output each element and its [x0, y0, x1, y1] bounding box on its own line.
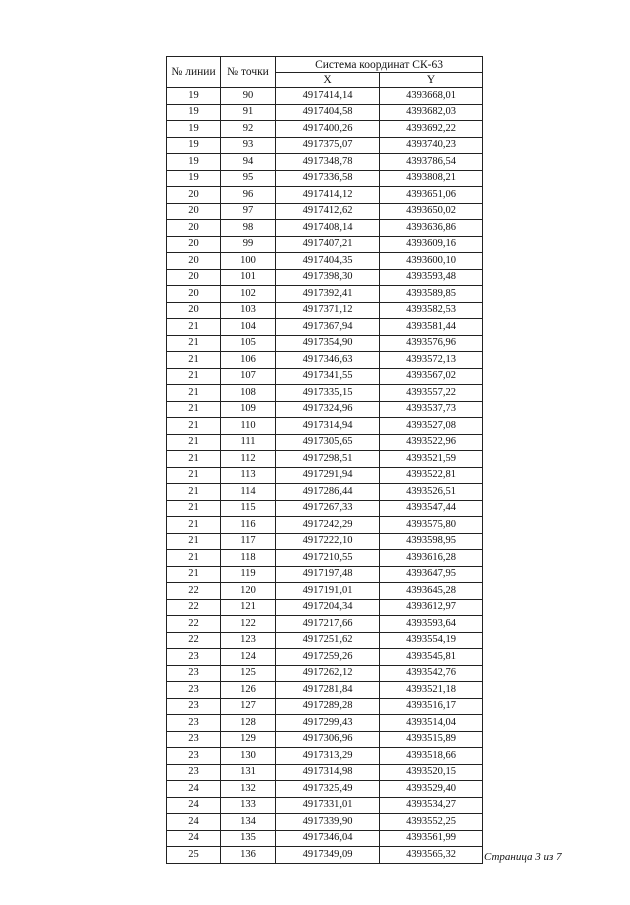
point-number-cell: 114 — [221, 484, 276, 501]
point-number-cell: 110 — [221, 418, 276, 435]
table-row — [167, 467, 483, 484]
y-coordinate-cell: 4393520,15 — [380, 764, 483, 781]
x-coordinate-cell: 4917251,62 — [276, 632, 380, 649]
point-number-cell: 102 — [221, 286, 276, 303]
line-number-cell: 21 — [167, 467, 221, 484]
x-coordinate-cell: 4917349,09 — [276, 847, 380, 864]
y-coordinate-cell: 4393554,19 — [380, 632, 483, 649]
y-coordinate-cell: 4393522,81 — [380, 467, 483, 484]
x-coordinate-cell: 4917354,90 — [276, 335, 380, 352]
x-coordinate-cell: 4917313,29 — [276, 748, 380, 765]
point-number-cell: 133 — [221, 797, 276, 814]
x-coordinate-cell: 4917291,94 — [276, 467, 380, 484]
point-number-cell: 109 — [221, 401, 276, 418]
x-coordinate-cell: 4917222,10 — [276, 533, 380, 550]
line-number-cell: 19 — [167, 170, 221, 187]
x-coordinate-cell: 4917346,63 — [276, 352, 380, 369]
table-row — [167, 682, 483, 699]
y-coordinate-cell: 4393572,13 — [380, 352, 483, 369]
x-coordinate-cell: 4917404,58 — [276, 104, 380, 121]
table-row — [167, 286, 483, 303]
point-number-cell: 121 — [221, 599, 276, 616]
y-coordinate-cell: 4393522,96 — [380, 434, 483, 451]
table-row — [167, 814, 483, 831]
table-row — [167, 764, 483, 781]
y-coordinate-cell: 4393516,17 — [380, 698, 483, 715]
table-row — [167, 533, 483, 550]
table-row — [167, 550, 483, 567]
y-coordinate-cell: 4393534,27 — [380, 797, 483, 814]
line-number-cell: 21 — [167, 368, 221, 385]
y-coordinate-cell: 4393598,95 — [380, 533, 483, 550]
y-coordinate-cell: 4393647,95 — [380, 566, 483, 583]
line-number-cell: 21 — [167, 500, 221, 517]
y-coordinate-cell: 4393576,96 — [380, 335, 483, 352]
point-number-cell: 90 — [221, 88, 276, 105]
y-coordinate-cell: 4393600,10 — [380, 253, 483, 270]
y-coordinate-cell: 4393589,85 — [380, 286, 483, 303]
table-row — [167, 731, 483, 748]
line-number-cell: 21 — [167, 550, 221, 567]
line-number-cell: 20 — [167, 302, 221, 319]
table-row — [167, 665, 483, 682]
y-coordinate-cell: 4393645,28 — [380, 583, 483, 600]
y-coordinate-cell: 4393545,81 — [380, 649, 483, 666]
table-row — [167, 137, 483, 154]
line-number-cell: 22 — [167, 616, 221, 633]
line-number-cell: 23 — [167, 764, 221, 781]
x-coordinate-cell: 4917314,94 — [276, 418, 380, 435]
y-coordinate-cell: 4393581,44 — [380, 319, 483, 336]
point-number-cell: 105 — [221, 335, 276, 352]
table-row — [167, 368, 483, 385]
x-column-header: X — [276, 73, 380, 88]
table-row — [167, 335, 483, 352]
table-row — [167, 451, 483, 468]
table-row — [167, 500, 483, 517]
point-number-cell: 125 — [221, 665, 276, 682]
point-number-cell: 108 — [221, 385, 276, 402]
line-number-cell: 23 — [167, 748, 221, 765]
y-coordinate-cell: 4393527,08 — [380, 418, 483, 435]
table-row — [167, 484, 483, 501]
point-number-cell: 120 — [221, 583, 276, 600]
x-coordinate-cell: 4917341,55 — [276, 368, 380, 385]
y-coordinate-cell: 4393650,02 — [380, 203, 483, 220]
coordinate-system-header: Система координат СК-63 — [276, 57, 483, 73]
table-row — [167, 698, 483, 715]
y-coordinate-cell: 4393542,76 — [380, 665, 483, 682]
line-number-cell: 21 — [167, 352, 221, 369]
table-row — [167, 616, 483, 633]
point-number-cell: 101 — [221, 269, 276, 286]
table-row — [167, 187, 483, 204]
line-number-cell: 24 — [167, 781, 221, 798]
y-coordinate-cell: 4393561,99 — [380, 830, 483, 847]
table-row — [167, 418, 483, 435]
point-number-cell: 103 — [221, 302, 276, 319]
line-number-cell: 22 — [167, 599, 221, 616]
line-number-cell: 21 — [167, 335, 221, 352]
table-row — [167, 781, 483, 798]
table-row — [167, 236, 483, 253]
table-row — [167, 583, 483, 600]
y-column-header: Y — [380, 73, 483, 88]
line-number-cell: 21 — [167, 385, 221, 402]
y-coordinate-cell: 4393786,54 — [380, 154, 483, 171]
table-row — [167, 599, 483, 616]
point-number-cell: 91 — [221, 104, 276, 121]
point-number-cell: 112 — [221, 451, 276, 468]
table-row — [167, 830, 483, 847]
y-coordinate-cell: 4393515,89 — [380, 731, 483, 748]
y-coordinate-cell: 4393593,48 — [380, 269, 483, 286]
table-row — [167, 847, 483, 864]
table-row — [167, 797, 483, 814]
y-coordinate-cell: 4393593,64 — [380, 616, 483, 633]
x-coordinate-cell: 4917335,15 — [276, 385, 380, 402]
x-coordinate-cell: 4917262,12 — [276, 665, 380, 682]
line-number-header: № линии — [167, 57, 221, 88]
line-number-cell: 23 — [167, 731, 221, 748]
x-coordinate-cell: 4917412,62 — [276, 203, 380, 220]
x-coordinate-cell: 4917336,58 — [276, 170, 380, 187]
x-coordinate-cell: 4917408,14 — [276, 220, 380, 237]
line-number-cell: 23 — [167, 682, 221, 699]
line-number-cell: 19 — [167, 88, 221, 105]
y-coordinate-cell: 4393682,03 — [380, 104, 483, 121]
x-coordinate-cell: 4917331,01 — [276, 797, 380, 814]
x-coordinate-cell: 4917242,29 — [276, 517, 380, 534]
point-number-cell: 132 — [221, 781, 276, 798]
y-coordinate-cell: 4393565,32 — [380, 847, 483, 864]
point-number-cell: 119 — [221, 566, 276, 583]
table-row — [167, 649, 483, 666]
y-coordinate-cell: 4393582,53 — [380, 302, 483, 319]
y-coordinate-cell: 4393514,04 — [380, 715, 483, 732]
table-body — [167, 88, 483, 864]
point-number-cell: 99 — [221, 236, 276, 253]
x-coordinate-cell: 4917299,43 — [276, 715, 380, 732]
y-coordinate-cell: 4393529,40 — [380, 781, 483, 798]
x-coordinate-cell: 4917407,21 — [276, 236, 380, 253]
table-row — [167, 748, 483, 765]
table-row — [167, 401, 483, 418]
table-row — [167, 566, 483, 583]
table-row — [167, 220, 483, 237]
y-coordinate-cell: 4393609,16 — [380, 236, 483, 253]
line-number-cell: 23 — [167, 665, 221, 682]
point-number-cell: 106 — [221, 352, 276, 369]
point-number-cell: 96 — [221, 187, 276, 204]
x-coordinate-cell: 4917375,07 — [276, 137, 380, 154]
y-coordinate-cell: 4393668,01 — [380, 88, 483, 105]
table-row — [167, 385, 483, 402]
line-number-cell: 24 — [167, 830, 221, 847]
line-number-cell: 21 — [167, 533, 221, 550]
x-coordinate-cell: 4917346,04 — [276, 830, 380, 847]
y-coordinate-cell: 4393552,25 — [380, 814, 483, 831]
line-number-cell: 22 — [167, 583, 221, 600]
x-coordinate-cell: 4917286,44 — [276, 484, 380, 501]
y-coordinate-cell: 4393526,51 — [380, 484, 483, 501]
table-row — [167, 517, 483, 534]
x-coordinate-cell: 4917204,34 — [276, 599, 380, 616]
x-coordinate-cell: 4917259,26 — [276, 649, 380, 666]
line-number-cell: 24 — [167, 797, 221, 814]
y-coordinate-cell: 4393636,86 — [380, 220, 483, 237]
point-number-cell: 104 — [221, 319, 276, 336]
y-coordinate-cell: 4393651,06 — [380, 187, 483, 204]
x-coordinate-cell: 4917298,51 — [276, 451, 380, 468]
x-coordinate-cell: 4917404,35 — [276, 253, 380, 270]
line-number-cell: 19 — [167, 121, 221, 138]
table-row — [167, 253, 483, 270]
point-number-cell: 130 — [221, 748, 276, 765]
point-number-cell: 122 — [221, 616, 276, 633]
y-coordinate-cell: 4393547,44 — [380, 500, 483, 517]
x-coordinate-cell: 4917414,14 — [276, 88, 380, 105]
x-coordinate-cell: 4917339,90 — [276, 814, 380, 831]
y-coordinate-cell: 4393567,02 — [380, 368, 483, 385]
coordinates-table-container — [166, 56, 482, 864]
point-number-cell: 116 — [221, 517, 276, 534]
point-number-cell: 124 — [221, 649, 276, 666]
y-coordinate-cell: 4393612,97 — [380, 599, 483, 616]
point-number-cell: 97 — [221, 203, 276, 220]
x-coordinate-cell: 4917398,30 — [276, 269, 380, 286]
line-number-cell: 21 — [167, 451, 221, 468]
point-number-cell: 131 — [221, 764, 276, 781]
table-row — [167, 121, 483, 138]
point-number-cell: 100 — [221, 253, 276, 270]
table-row — [167, 302, 483, 319]
table-row — [167, 203, 483, 220]
point-number-cell: 134 — [221, 814, 276, 831]
line-number-cell: 20 — [167, 236, 221, 253]
x-coordinate-cell: 4917348,78 — [276, 154, 380, 171]
table-row — [167, 88, 483, 105]
y-coordinate-cell: 4393521,59 — [380, 451, 483, 468]
point-number-cell: 118 — [221, 550, 276, 567]
point-number-cell: 93 — [221, 137, 276, 154]
x-coordinate-cell: 4917289,28 — [276, 698, 380, 715]
x-coordinate-cell: 4917400,26 — [276, 121, 380, 138]
point-number-cell: 128 — [221, 715, 276, 732]
line-number-cell: 23 — [167, 715, 221, 732]
line-number-cell: 20 — [167, 220, 221, 237]
x-coordinate-cell: 4917306,96 — [276, 731, 380, 748]
point-number-cell: 126 — [221, 682, 276, 699]
line-number-cell: 24 — [167, 814, 221, 831]
line-number-cell: 22 — [167, 632, 221, 649]
table-row — [167, 352, 483, 369]
y-coordinate-cell: 4393521,18 — [380, 682, 483, 699]
point-number-cell: 123 — [221, 632, 276, 649]
x-coordinate-cell: 4917197,48 — [276, 566, 380, 583]
x-coordinate-cell: 4917392,41 — [276, 286, 380, 303]
point-number-cell: 115 — [221, 500, 276, 517]
x-coordinate-cell: 4917325,49 — [276, 781, 380, 798]
y-coordinate-cell: 4393557,22 — [380, 385, 483, 402]
table-row — [167, 632, 483, 649]
line-number-cell: 21 — [167, 434, 221, 451]
line-number-cell: 21 — [167, 517, 221, 534]
line-number-cell: 20 — [167, 253, 221, 270]
x-coordinate-cell: 4917371,12 — [276, 302, 380, 319]
line-number-cell: 19 — [167, 154, 221, 171]
line-number-cell: 19 — [167, 137, 221, 154]
table-row — [167, 154, 483, 171]
y-coordinate-cell: 4393692,22 — [380, 121, 483, 138]
point-number-cell: 98 — [221, 220, 276, 237]
point-number-cell: 129 — [221, 731, 276, 748]
y-coordinate-cell: 4393537,73 — [380, 401, 483, 418]
x-coordinate-cell: 4917305,65 — [276, 434, 380, 451]
x-coordinate-cell: 4917367,94 — [276, 319, 380, 336]
y-coordinate-cell: 4393575,80 — [380, 517, 483, 534]
line-number-cell: 20 — [167, 203, 221, 220]
table-row — [167, 319, 483, 336]
point-number-cell: 136 — [221, 847, 276, 864]
table-row — [167, 104, 483, 121]
y-coordinate-cell: 4393740,23 — [380, 137, 483, 154]
y-coordinate-cell: 4393616,28 — [380, 550, 483, 567]
page-number: Страница 3 из 7 — [484, 851, 562, 863]
line-number-cell: 21 — [167, 484, 221, 501]
table-row — [167, 170, 483, 187]
line-number-cell: 20 — [167, 187, 221, 204]
x-coordinate-cell: 4917324,96 — [276, 401, 380, 418]
x-coordinate-cell: 4917281,84 — [276, 682, 380, 699]
point-number-cell: 92 — [221, 121, 276, 138]
line-number-cell: 19 — [167, 104, 221, 121]
line-number-cell: 25 — [167, 847, 221, 864]
line-number-cell: 23 — [167, 649, 221, 666]
table-row — [167, 715, 483, 732]
point-number-cell: 95 — [221, 170, 276, 187]
point-number-cell: 113 — [221, 467, 276, 484]
point-number-cell: 135 — [221, 830, 276, 847]
line-number-cell: 21 — [167, 418, 221, 435]
point-number-cell: 117 — [221, 533, 276, 550]
point-number-cell: 94 — [221, 154, 276, 171]
x-coordinate-cell: 4917210,55 — [276, 550, 380, 567]
x-coordinate-cell: 4917191,01 — [276, 583, 380, 600]
table-row — [167, 434, 483, 451]
line-number-cell: 20 — [167, 269, 221, 286]
point-number-header: № точки — [221, 57, 276, 88]
line-number-cell: 21 — [167, 319, 221, 336]
point-number-cell: 127 — [221, 698, 276, 715]
y-coordinate-cell: 4393808,21 — [380, 170, 483, 187]
point-number-cell: 111 — [221, 434, 276, 451]
x-coordinate-cell: 4917314,98 — [276, 764, 380, 781]
x-coordinate-cell: 4917414,12 — [276, 187, 380, 204]
x-coordinate-cell: 4917217,66 — [276, 616, 380, 633]
x-coordinate-cell: 4917267,33 — [276, 500, 380, 517]
table-row — [167, 269, 483, 286]
line-number-cell: 21 — [167, 401, 221, 418]
coordinates-table — [166, 56, 483, 864]
line-number-cell: 20 — [167, 286, 221, 303]
line-number-cell: 21 — [167, 566, 221, 583]
point-number-cell: 107 — [221, 368, 276, 385]
y-coordinate-cell: 4393518,66 — [380, 748, 483, 765]
line-number-cell: 23 — [167, 698, 221, 715]
